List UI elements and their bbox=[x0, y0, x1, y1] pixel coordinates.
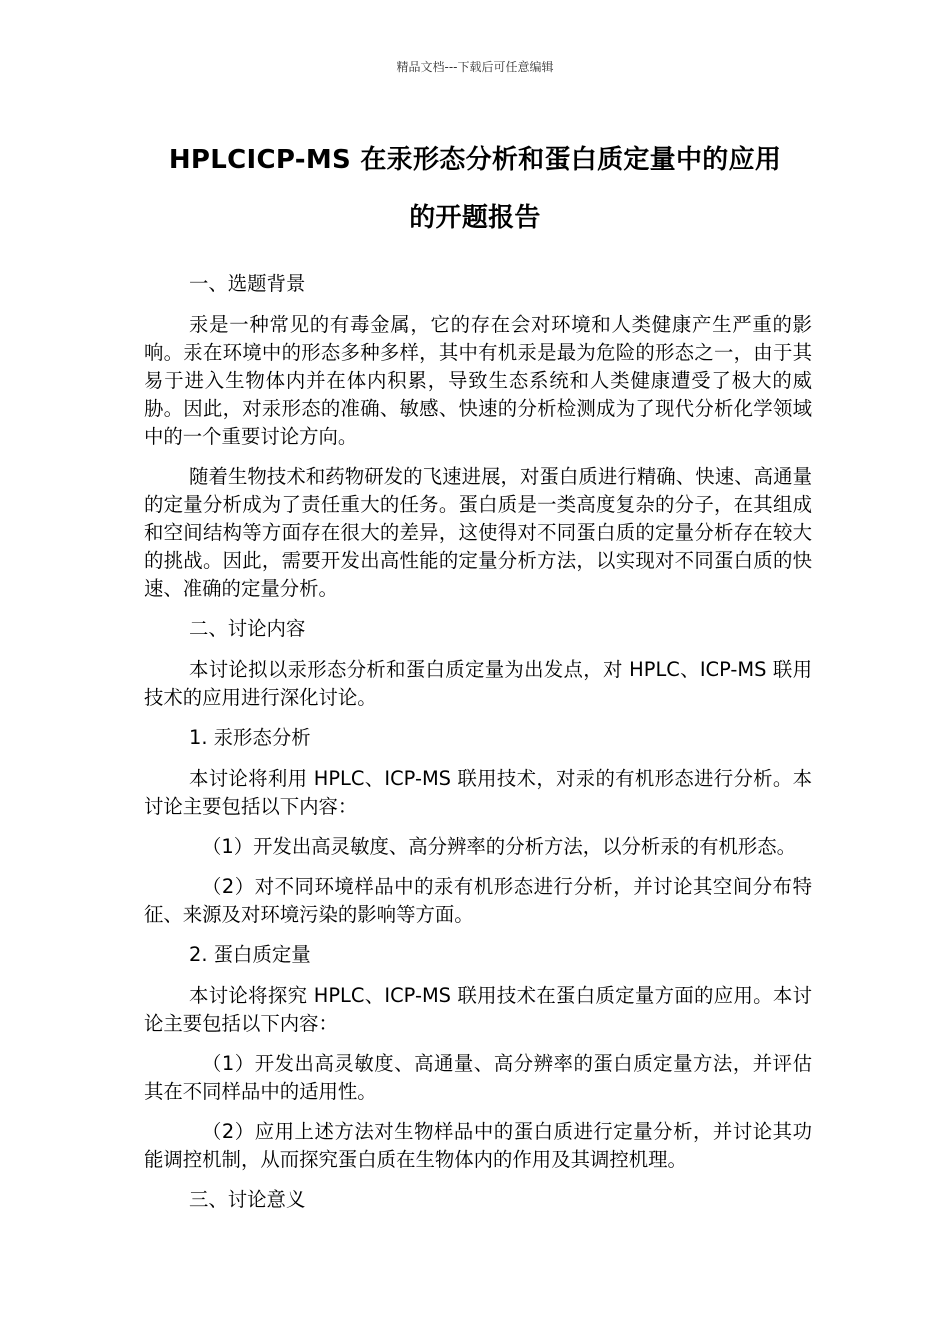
paragraph-content-intro: 本讨论拟以汞形态分析和蛋白质定量为出发点，对 HPLC、ICP-MS 联用技术的应用进行深化讨论。 bbox=[144, 658, 812, 709]
paragraph-protein-plan: 本讨论将探究 HPLC、ICP-MS 联用技术在蛋白质定量方面的应用。本讨论主要包括以下内容： bbox=[144, 984, 812, 1035]
list-item-protein-1: （1）开发出高灵敏度、高通量、高分辨率的蛋白质定量方法，并评估其在不同样品中的适用性。 bbox=[144, 1052, 812, 1103]
section-heading-content: 二、讨论内容 bbox=[189, 617, 306, 640]
title-line-2: 的开题报告 bbox=[409, 203, 541, 233]
page-header: 精品文档---下载后可任意编辑 bbox=[396, 60, 554, 74]
list-item-mercury-1: （1）开发出高灵敏度、高分辨率的分析方法，以分析汞的有机形态。 bbox=[202, 835, 797, 858]
section-heading-significance: 三、讨论意义 bbox=[189, 1188, 306, 1211]
list-item-protein-2: （2）应用上述方法对生物样品中的蛋白质进行定量分析，并讨论其功能调控机制，从而探究蛋白质在生物体内的作用及其调控机理。 bbox=[144, 1120, 812, 1171]
paragraph-mercury-plan: 本讨论将利用 HPLC、ICP-MS 联用技术，对汞的有机形态进行分析。本讨论主要包括以下内容： bbox=[144, 767, 812, 818]
title-line-1: HPLCICP-MS 在汞形态分析和蛋白质定量中的应用 bbox=[168, 145, 782, 175]
document-body bbox=[144, 270, 812, 1227]
subheading-protein-quantification: 2. 蛋白质定量 bbox=[189, 943, 311, 966]
paragraph-mercury-background: 汞是一种常见的有毒金属，它的存在会对环境和人类健康产生严重的影响。汞在环境中的形态多种多样，其中有机汞是最为危险的形态之一，由于其易于进入生物体内并在体内积累，导致生态系统和人类健康遭受了极大的威胁。因此，对汞形态的准确、敏感、快速的分析检测成为了现代分析化学领域中的一个重要讨论方向。 bbox=[144, 313, 812, 448]
list-item-mercury-2: （2）对不同环境样品中的汞有机形态进行分析，并讨论其空间分布特征、来源及对环境污染的影响等方面。 bbox=[144, 875, 812, 926]
paragraph-protein-background: 随着生物技术和药物研发的飞速进展，对蛋白质进行精确、快速、高通量的定量分析成为了责任重大的任务。蛋白质是一类高度复杂的分子，在其组成和空间结构等方面存在很大的差异，这使得对不同蛋白质的定量分析存在较大的挑战。因此，需要开发出高性能的定量分析方法，以实现对不同蛋白质的快速、准确的定量分析。 bbox=[144, 465, 812, 600]
subheading-mercury-speciation: 1. 汞形态分析 bbox=[189, 726, 311, 749]
section-heading-background: 一、选题背景 bbox=[189, 272, 306, 295]
